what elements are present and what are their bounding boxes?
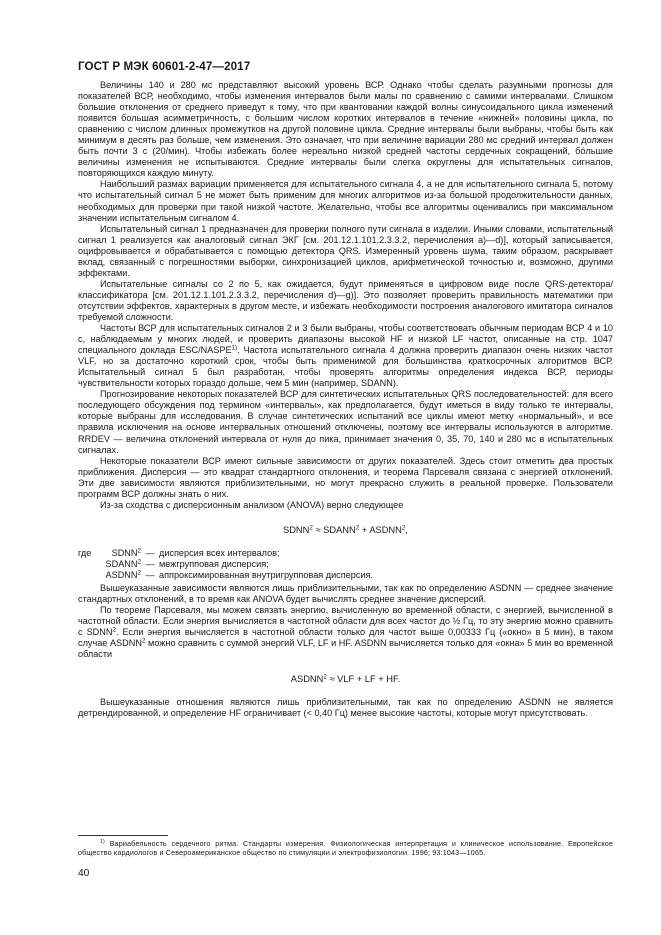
paragraph-dependencies: Некоторые показатели ВСР имеют сильные зависимости от других показателей. Здесь стоит отметить два простых приближения. Дисперсия — это квадрат стандартного отклонения, и теорема Парсеваля связана с энергией отклонений. Эти две зависимости являются приблизительными, но могут прекрасно служить в реальной проверке. Пользователи программ ВСР должны знать о них. xyxy=(78,455,613,499)
paragraph-frequencies xyxy=(78,323,613,389)
paragraph-test-signal-1: Испытательный сигнал 1 предназначен для проверки полного пути сигнала в изделии. Иными словами, испытательный сигнал 1 реализуется как аналоговый сигнал ЭКГ [см. 201.12.1.101.2.3.3.2, перечисления a)—d)], который записывается, оцифровывается и обрабатывается с помощью детектора QRS. Измеренный уровень шума, таким образом, раскрывает вклад, связанный с погрешностями выборки, синхронизацией циклов, арифметической точностью и, возможно, другими эффектами. xyxy=(78,223,613,278)
paragraph-approximation: Вышеуказанные зависимости являются лишь приблизительными, так как по определению ASDNN — среднее значение стандартных отклонений, в то время как ANOVA будет вычислять среднее значение дисперсий. xyxy=(78,583,613,605)
formula-sdnn: $SDNN^2$ ≈ $SDANN^2$ + $ASDNN^2$, xyxy=(283,524,408,535)
paragraph-prediction: Прогнозирование некоторых показателей ВСР для синтетических испытательных QRS последовательностей: для всего последующего обсуждения под термином «интервалы», как предполагается, будут иметься в виду только те интервалы, которые выбраны для исследования. В случае синтетических испытаний все циклы имеют метку «нормальный», и все правила исключения на основе интервальных отношений отключены, поэтому все интервалы используются в алгоритме. RRDEV — величина отклонений интервала от нуля до пика, принимает значения 0, 35, 70, 140 и 280 мс в испытательных сигналах. xyxy=(78,389,613,455)
definition-row: ASDNN$^2$ — аппроксимированная внутригрупповая дисперсия. xyxy=(105,569,373,580)
paragraph-final: Вышеуказанные отношения являются лишь приблизительными, так как по определению ASDNN не является детрендированной, и определение HF ограничивает (< 0,40 Гц) менее высокие частоты, которые могут присутствовать. xyxy=(78,697,613,719)
footnote xyxy=(78,839,613,857)
frequencies-text-b: . Частота испытательного сигнала 4 должна проверить диапазон очень низких частот VLF, но за достаточно короткий срок, чтобы быть применимой для большинства краткосрочных алгоритмов ВСР. Испытательный сигнал 5 был разработан, чтобы проверять алгоритмы определения индекса ВСР, периоды чувствительности которых гораздо дольше, чем 5 мин (например, SDANN). xyxy=(78,345,613,389)
footnote-text: Вариабельность сердечного ритма. Стандарты измерения. Физиологическая интерпретация и клиническое использование. Европейское общество кардиологов и Североамериканское общество по стимуляции и электрофизиологии. 1996; 93:1043—1065. xyxy=(78,839,613,858)
definition-row: SDANN$^2$ — межгрупповая дисперсия; xyxy=(105,558,269,569)
page-number: 40 xyxy=(78,868,90,879)
frequencies-text-a: Частоты ВСР для испытательных сигналов 2 и 3 были выбраны, чтобы соответствовать обычным периодам ВСР 4 и 10 с, наблюдаемым у многих людей, и проверить диапазоны высокой HF и низкой LF частот, описанные на стр. 1047 специального доклада ESC/NASPE xyxy=(78,323,613,356)
paragraph-anova: Из-за сходства с дисперсионным анализом (ANOVA) верно следующее xyxy=(100,499,404,510)
footnote-mark: 1) xyxy=(100,839,105,845)
where-label: где xyxy=(78,547,92,558)
paragraph-parseval: По теореме Парсеваля, мы можем связать энергию, вычисленную во временной области, с энергией, вычисленной в частотной области. Если энергия вычисляется в частотной области для всех частот до ½ Гц, то эту энергию можно сравнить с SDNN$^2$. Если энергия вычисляется в частотной области только для частот выше 0,00333 Гц («окно» в 5 мин), в таком случае ASDNN$^2$ можно сравнить с суммой энергий VLF, LF и HF. ASDNN вычисляется только для «окна» 5 мин во временной области xyxy=(78,605,613,660)
paragraph-variation-values: Величины 140 и 280 мс представляют высокий уровень ВСР. Однако чтобы сделать разумными прогнозы для показателей ВСР, необходимо, чтобы изменения интервалов были малы по сравнению с самими интервалами. Слишком большие отклонения от среднего приведут к тому, что при квантовании каждой волны синусоидального цикла изменений появится большая асимметричность, с большим числом коротких интервалов в течение «нижней» половины цикла, по сравнению с числом длинных промежутков на другой половине цикла. Средние интервалы были выбраны, чтобы быть как минимум в десять раз больше, чем изменения. Это означает, что при величине вариации 280 мс средний интервал должен быть почти 3 с (20/мин). Чтобы избежать более нереально низкой средней частоты сердечных сокращений, бо́льшие величины изменения не испытываются. Средние интервалы были слегка округлены для испытательных сигналов, повторяющихся каждую минуту. xyxy=(78,80,613,179)
definitions-list xyxy=(78,548,613,581)
footnote-reference: 1) xyxy=(231,344,238,352)
paragraph-max-variation: Наибольший размах вариации применяется для испытательного сигнала 4, а не для испытательного сигнала 5, потому что испытательный сигнал 5 не может быть применим для многих алгоритмов из-за большой продолжительности данных, необходимых для проверки при такой низкой частоте. Желательно, чтобы все алгоритмы оценивались при максимальном значении испытательным сигналом 4. xyxy=(78,179,613,223)
footnote-divider xyxy=(78,835,168,836)
paragraph-test-signals-2-5: Испытательные сигналы со 2 по 5, как ожидается, будут применяться в цифровом виде после QRS-детектора/классификатора [см. 201.12.1.101.2.3.3.2, перечисления d)—g)]. Это позволяет проверить правильность математики при отсутствии эффектов, характерных в другом месте, и избежать необходимости построения аналогового имитатора сигналов требуемой сложности. xyxy=(78,278,613,322)
document-header: ГОСТ Р МЭК 60601-2-47—2017 xyxy=(78,60,251,73)
definition-row: где SDNN$^2$ — дисперсия всех интервалов; xyxy=(78,547,280,558)
document-body xyxy=(78,80,613,719)
formula-asdnn: $ASDNN^2$ ≈ VLF + LF + HF. xyxy=(290,673,401,685)
